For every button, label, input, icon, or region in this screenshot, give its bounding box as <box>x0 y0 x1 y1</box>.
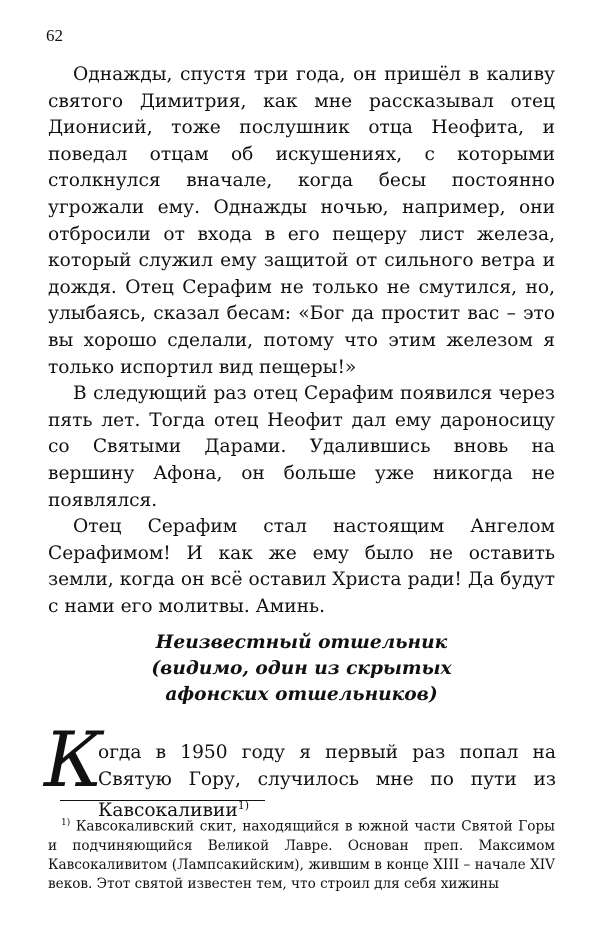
footnote-marker: 1) <box>61 818 71 828</box>
drop-cap: К <box>44 715 103 804</box>
section-opening-text <box>98 740 556 825</box>
section-title-line-1: Неизвестный отшельник <box>155 632 448 653</box>
section-title <box>48 630 555 708</box>
paragraph-1: Однажды, спустя три года, он пришёл в каливу святого Димитрия, как мне рассказывал отец Дионисий, тоже послушник отца Неофита, и поведал отцам об искушениях, с которыми столкнулся вначале, когда бесы постоянно угрожали ему. Однажды ночью, например, они отбросили от входа в его пещеру лист железа, который служил ему защитой от сильного ветра и дождя. Отец Серафим не только не смутился, но, улыбаясь, сказал бесам: «Бог да простит вас – это вы хорошо сделали, потому что этим железом я только испортил вид пещеры!» <box>48 64 555 378</box>
footnote <box>48 814 555 894</box>
section-title-line-3: афонских отшельников) <box>165 684 438 705</box>
section-title-line-2: (видимо, один из скрытых <box>151 658 452 679</box>
paragraph-2: В следующий раз отец Серафим появился через пять лет. Тогда отец Неофит дал ему дароносицу со Святыми Дарами. Удалившись вновь на вершину Афона, он больше уже никогда не появлялся. <box>48 383 555 511</box>
page-number: 62 <box>46 26 63 45</box>
footnote-text: Кавсокаливский скит, находящийся в южной части Святой Горы и подчиняющийся Великой Лавре. Основан преп. Максимом Кавсокаливитом (Лампсакийским), жившим в конце XIII – начале XIV веков. Этот святой известен тем, что строил для себя хижины <box>48 818 556 892</box>
footnote-reference: 1) <box>237 799 250 813</box>
opening-text: огда в 1950 году я первый раз попал на Святую Гору, случилось мне по пути из Кавсокаливии <box>98 742 556 822</box>
main-text <box>48 62 555 620</box>
paragraph-3: Отец Серафим стал настоящим Ангелом Серафимом! И как же ему было не оставить земли, когда он всё оставил Христа ради! Да будут с нами его молитвы. Аминь. <box>48 516 555 617</box>
footnote-divider <box>60 800 265 801</box>
